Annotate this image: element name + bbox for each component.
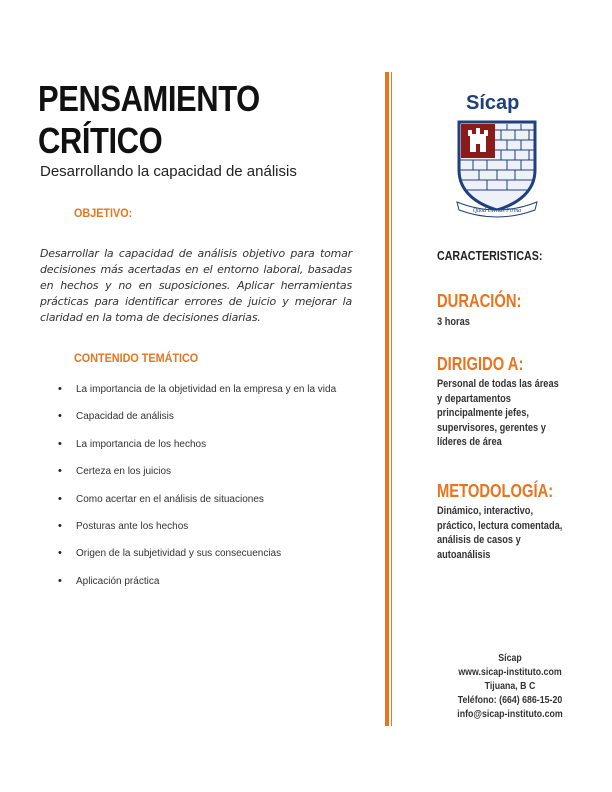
list-item: • Aplicación práctica [58,576,336,603]
page-title [38,78,296,162]
topic-list [58,384,336,603]
footer-email-link[interactable]: info@sicap-instituto.com [457,709,563,720]
objetivo-text: Desarrollar la capacidad de análisis objetivo para tomar decisiones más acertadas en el entorno laboral, basadas en hechos y no en suposiciones. Aplicar herramientas prácticas para identificar errores de juicio y mejorar la claridad en la toma de decisiones diarias. [40,247,352,324]
list-item: • La importancia de la objetividad en la empresa y en la vida [58,384,336,411]
list-item: • Certeza en los juicios [58,466,336,493]
logo-name: Sícap [466,92,520,114]
duracion-value: 3 horas [437,316,470,328]
footer-city: Tijuana, B C [484,681,536,692]
dirigido-heading: DIRIGIDO A: [437,354,524,374]
logo-motto: Quod Civitas Firma [472,208,522,214]
title-line-1: PENSAMIENTO [38,78,260,119]
metodologia-heading: METODOLOGÍA: [437,481,554,501]
list-item: • La importancia de los hechos [58,439,336,466]
footer-web-link[interactable]: www.sicap-instituto.com [458,667,562,678]
footer-name: Sícap [498,653,522,664]
shield-logo-icon [455,118,539,218]
list-item: • Capacidad de análisis [58,411,336,438]
objetivo-heading: OBJETIVO: [74,206,133,220]
dirigido-value: Personal de todas las áreas y departamentos principalmente jefes, supervisores, gerentes y líderes de área [437,378,559,448]
contenido-heading: CONTENIDO TEMÁTICO [74,351,199,365]
divider-thin [391,72,392,726]
list-item: • Como acertar en el análisis de situaciones [58,494,336,521]
title-line-2: CRÍTICO [38,120,163,161]
caracteristicas-heading: CARACTERISTICAS: [437,248,543,263]
page-subtitle: Desarrollando la capacidad de análisis [40,163,297,180]
duracion-heading: DURACIÓN: [437,291,522,311]
divider-thick [385,72,389,726]
metodologia-value: Dinámico, interactivo, práctico, lectura comentada, análisis de casos y autoanálisis [437,505,563,561]
list-item: • Posturas ante los hechos [58,521,336,548]
footer-phone: Teléfono: (664) 686-15-20 [457,695,563,706]
contact-block [438,652,582,722]
list-item: • Origen de la subjetividad y sus consecuencias [58,548,336,575]
